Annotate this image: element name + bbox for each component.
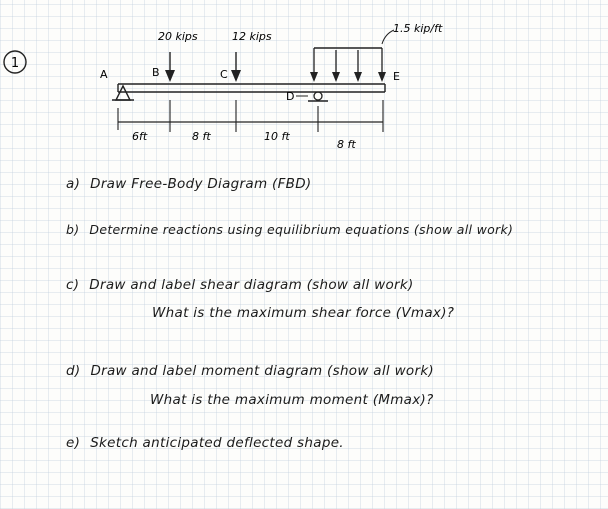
point-label-a: A: [100, 68, 108, 81]
question-e-label: e): [66, 435, 81, 451]
dimension-line: [118, 100, 383, 132]
question-d-sub: [150, 392, 434, 408]
point-label-c: C: [220, 68, 228, 81]
pin-support-a: [112, 86, 134, 100]
question-b-label: b): [66, 222, 80, 237]
question-e-text: Sketch anticipated deflected shape.: [90, 435, 344, 451]
problem-number: 1: [10, 56, 20, 71]
roller-support-d: [296, 92, 328, 101]
dimension-bc: 8 ft: [192, 130, 211, 143]
point-label-e: E: [393, 70, 400, 83]
question-c-text: Draw and label shear diagram (show all work): [89, 277, 414, 293]
question-a: [66, 176, 311, 192]
question-c-sub-text: What is the maximum shear force (Vmax)?: [152, 305, 455, 321]
load-label-distributed: 1.5 kip/ft: [393, 22, 443, 35]
question-a-label: a): [66, 176, 81, 192]
load-label-c: 12 kips: [232, 30, 272, 43]
question-d-sub-text: What is the maximum moment (Mmax)?: [150, 392, 434, 408]
load-label-b: 20 kips: [158, 30, 198, 43]
dimension-de: 8 ft: [337, 138, 356, 151]
question-b-text: Determine reactions using equilibrium equations (show all work): [89, 222, 514, 237]
distributed-load: [310, 30, 394, 82]
point-label-b: B: [152, 66, 160, 79]
dimension-cd: 10 ft: [264, 130, 290, 143]
question-d-text: Draw and label moment diagram (show all work): [90, 363, 435, 379]
point-load-b: [165, 52, 175, 82]
question-c-sub: [152, 305, 454, 321]
question-d: [66, 363, 434, 379]
dimension-ab: 6ft: [132, 130, 148, 143]
question-a-text: Draw Free-Body Diagram (FBD): [90, 176, 312, 192]
question-b: [66, 222, 513, 237]
question-c: [66, 277, 414, 293]
point-load-c: [231, 52, 241, 82]
question-c-label: c): [66, 277, 80, 293]
question-e: [66, 435, 344, 451]
question-d-label: d): [66, 363, 81, 379]
point-label-d: D: [286, 90, 295, 103]
